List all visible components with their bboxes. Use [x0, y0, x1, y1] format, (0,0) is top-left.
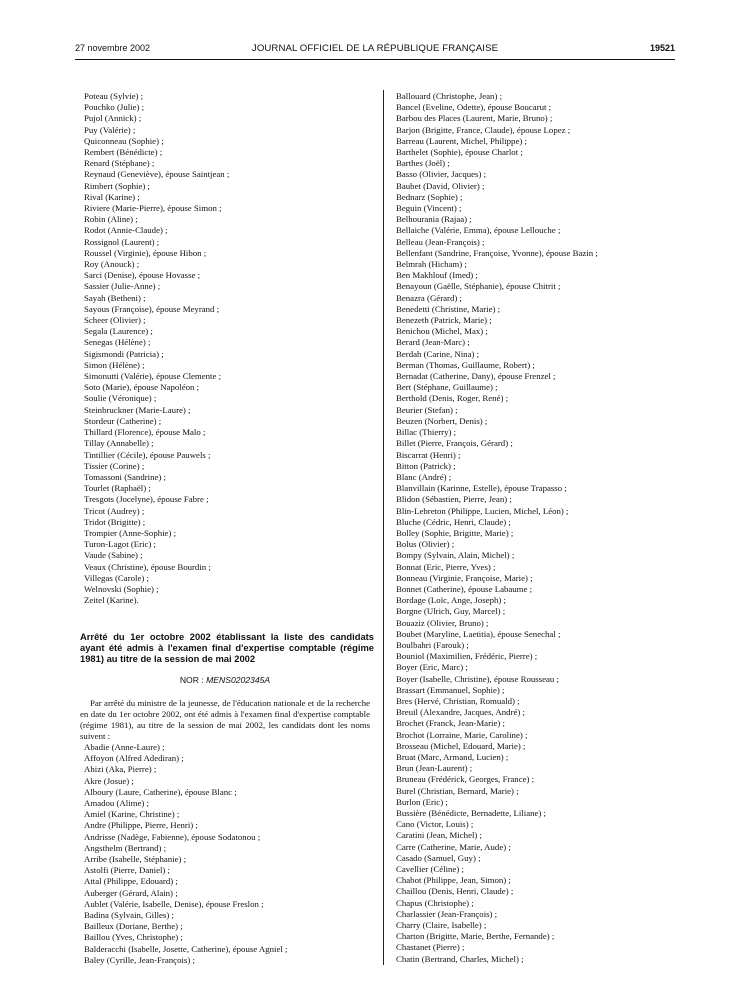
list-item: Bordage (Loïc, Ange, Joseph) ;	[396, 595, 506, 606]
list-item: Quiconneau (Sophie) ;	[84, 135, 164, 146]
list-item: Bluche (Cédric, Henri, Claude) ;	[396, 516, 511, 527]
right-column	[392, 91, 682, 965]
list-item: Thillard (Florence), épouse Malo ;	[84, 427, 206, 438]
list-item: Zeitel (Karine).	[84, 595, 139, 606]
admitted-candidates-list	[80, 742, 370, 966]
list-item: Belmrah (Hicham) ;	[396, 259, 467, 270]
list-item: Bouniol (Maximilien, Frédéric, Pierre) ;	[396, 651, 538, 662]
list-item: Barbou des Places (Laurent, Marie, Bruno) ;	[396, 113, 553, 124]
list-item: Villegas (Carole) ;	[84, 572, 149, 583]
list-item: Akre (Josue) ;	[84, 775, 134, 786]
list-item: Tresgots (Jocelyne), épouse Fabre ;	[84, 494, 209, 505]
list-item: Benichou (Michel, Max) ;	[396, 326, 488, 337]
list-item: Rembert (Bénédicte) ;	[84, 147, 163, 158]
nor-label: NOR :	[179, 674, 204, 685]
list-item: Aublet (Valérie, Isabelle, Denise), épouse Freslon ;	[84, 898, 264, 909]
header-date: 27 novembre 2002	[75, 43, 151, 53]
list-item: Bres (Hervé, Christian, Romuald) ;	[396, 695, 520, 706]
list-item: Puy (Valérie) ;	[84, 124, 136, 135]
list-item: Reynaud (Geneviève), épouse Saintjean ;	[84, 169, 230, 180]
list-item: Affoyon (Alfred Adediran) ;	[84, 753, 184, 764]
list-item: Blanvillain (Karinne, Estelle), épouse Trapasso ;	[396, 483, 567, 494]
list-item: Stordeur (Catherine) ;	[84, 415, 162, 426]
list-item: Baillou (Yves, Christophe) ;	[84, 932, 183, 943]
list-item: Billac (Thierry) ;	[396, 427, 457, 438]
list-item: Bompy (Sylvain, Alain, Michel) ;	[396, 550, 515, 561]
list-item: Steinbruckner (Marie-Laure) ;	[84, 404, 191, 415]
list-item: Bitton (Patrick) ;	[396, 460, 456, 471]
list-item: Soto (Marie), épouse Napoléon ;	[84, 382, 200, 393]
list-item: Bolley (Sophie, Brigitte, Marie) ;	[396, 527, 514, 538]
list-item: Charton (Brigitte, Marie, Berthe, Fernande) ;	[396, 931, 555, 942]
nor-reference	[80, 675, 370, 686]
list-item: Tissier (Corine) ;	[84, 460, 145, 471]
list-item: Berdah (Carine, Nina) ;	[396, 348, 480, 359]
list-item: Ballouard (Christophe, Jean) ;	[396, 91, 503, 101]
list-item: Scheer (Olivier) ;	[84, 315, 146, 326]
list-item: Charry (Claire, Isabelle) ;	[396, 920, 487, 931]
list-item: Balderacchi (Isabelle, Josette, Catherine), épouse Agniel ;	[84, 943, 288, 954]
list-item: Andre (Philippe, Pierre, Henri) ;	[84, 820, 198, 831]
list-item: Bouaziz (Olivier, Bruno) ;	[396, 617, 489, 628]
list-item: Berman (Thomas, Guillaume, Robert) ;	[396, 359, 535, 370]
list-item: Bellaiche (Valérie, Emma), épouse Lellouche ;	[396, 225, 561, 236]
list-item: Burel (Christian, Bernard, Marie) ;	[396, 785, 519, 796]
list-item: Caratini (Jean, Michel) ;	[396, 830, 482, 841]
list-item: Tridot (Brigitte) ;	[84, 516, 146, 527]
list-item: Bernadat (Catherine, Dany), épouse Frenzel ;	[396, 371, 556, 382]
admitted-candidates-list-continued	[392, 91, 682, 965]
list-item: Biscarrat (Henri) ;	[396, 449, 461, 460]
list-item: Bonnet (Catherine), épouse Labaume ;	[396, 583, 533, 594]
list-item: Trompier (Anne-Sophie) ;	[84, 527, 177, 538]
list-item: Sayous (Françoise), épouse Meyrand ;	[84, 303, 220, 314]
list-item: Bert (Stéphane, Guillaume) ;	[396, 382, 498, 393]
list-item: Segala (Laurence) ;	[84, 326, 153, 337]
list-item: Brosseau (Michel, Edouard, Marie) ;	[396, 740, 526, 751]
list-item: Brochet (Franck, Jean-Marie) ;	[396, 718, 505, 729]
list-item: Chaillou (Denis, Henri, Claude) ;	[396, 886, 514, 897]
name-list-continued	[80, 91, 370, 606]
list-item: Andrisse (Nadège, Fabienne), épouse Sodatonou ;	[84, 831, 261, 842]
list-item: Tillay (Annabelle) ;	[84, 438, 154, 449]
list-item: Cano (Victor, Louis) ;	[396, 819, 474, 830]
list-item: Veaux (Christine), épouse Bourdin ;	[84, 561, 211, 572]
list-item: Baubet (David, Olivier) ;	[396, 180, 485, 191]
list-item: Bednarz (Sophie) ;	[396, 191, 463, 202]
list-item: Barreau (Laurent, Michel, Philippe) ;	[396, 135, 527, 146]
list-item: Rimbert (Sophie) ;	[84, 180, 150, 191]
list-item: Brochot (Lorraine, Marie, Caroline) ;	[396, 729, 528, 740]
list-item: Arribe (Isabelle, Stéphanie) ;	[84, 853, 187, 864]
list-item: Benezeth (Patrick, Marie) ;	[396, 315, 492, 326]
list-item: Beuzen (Norbert, Denis) ;	[396, 415, 488, 426]
list-item: Sarci (Denise), épouse Hovasse ;	[84, 270, 201, 281]
list-item: Casado (Samuel, Guy) ;	[396, 852, 481, 863]
list-item: Roussel (Virginie), épouse Hibon ;	[84, 247, 207, 258]
list-item: Bruat (Marc, Armand, Lucien) ;	[396, 751, 509, 762]
list-item: Barjon (Brigitte, France, Claude), épouse Lopez ;	[396, 124, 571, 135]
list-item: Rival (Karine) ;	[84, 191, 140, 202]
list-item: Barthes (Joël) ;	[396, 158, 450, 169]
page-header	[75, 43, 675, 57]
list-item: Tourlet (Raphaël) ;	[84, 483, 151, 494]
list-item: Benedetti (Christine, Marie) ;	[396, 303, 501, 314]
list-item: Boulbahri (Farouk) ;	[396, 639, 469, 650]
list-item: Chatin (Bertrand, Charles, Michel) ;	[396, 953, 524, 964]
list-item: Pouchko (Julie) ;	[84, 102, 145, 113]
list-item: Borgne (Ulrich, Guy, Marcel) ;	[396, 606, 506, 617]
list-item: Auberger (Gérard, Alain) ;	[84, 887, 178, 898]
list-item: Sassier (Julie-Anne) ;	[84, 281, 161, 292]
list-item: Ben Makhlouf (Imed) ;	[396, 270, 478, 281]
list-item: Rossignol (Laurent) ;	[84, 236, 160, 247]
list-item: Beguin (Vincent) ;	[396, 203, 462, 214]
list-item: Berard (Jean-Marc) ;	[396, 337, 470, 348]
list-item: Billet (Pierre, François, Gérard) ;	[396, 438, 513, 449]
list-item: Chapus (Christophe) ;	[396, 897, 474, 908]
list-item: Bruneau (Frédérick, Georges, France) ;	[396, 774, 535, 785]
column-divider	[383, 90, 384, 965]
list-item: Brassart (Emmanuel, Sophie) ;	[396, 684, 505, 695]
list-item: Vaude (Sabine) ;	[84, 550, 143, 561]
list-item: Poteau (Sylvie) ;	[84, 91, 144, 101]
list-item: Pujol (Annick) ;	[84, 113, 142, 124]
list-item: Ahizi (Aka, Pierre) ;	[84, 764, 157, 775]
list-item: Senegas (Hélène) ;	[84, 337, 151, 348]
list-item: Basso (Olivier, Jacques) ;	[396, 169, 487, 180]
list-item: Blin-Lebreton (Philippe, Lucien, Michel, Léon) ;	[396, 505, 569, 516]
list-item: Welnovski (Sophie) ;	[84, 583, 159, 594]
list-item: Benayoun (Gaëlle, Stéphanie), épouse Chitrit ;	[396, 281, 561, 292]
list-item: Charlassier (Jean-François) ;	[396, 908, 498, 919]
list-item: Breuil (Alexandre, Jacques, André) ;	[396, 707, 525, 718]
list-item: Roy (Anouck) ;	[84, 259, 140, 270]
list-item: Rodot (Annie-Claude) ;	[84, 225, 168, 236]
list-item: Carre (Catherine, Marie, Aude) ;	[396, 841, 511, 852]
list-item: Tintillier (Cécile), épouse Pauwels ;	[84, 449, 211, 460]
list-item: Blanc (André) ;	[396, 471, 452, 482]
list-item: Berthold (Denis, Roger, René) ;	[396, 393, 509, 404]
list-item: Blidon (Sébastien, Pierre, Jean) ;	[396, 494, 512, 505]
list-item: Astolfi (Pierre, Daniel) ;	[84, 865, 170, 876]
list-item: Sigismondi (Patricia) ;	[84, 348, 164, 359]
list-item: Benazra (Gérard) ;	[396, 292, 462, 303]
list-item: Barthelet (Sophie), épouse Charlot ;	[396, 147, 523, 158]
list-item: Belleau (Jean-François) ;	[396, 236, 485, 247]
list-item: Chabot (Philippe, Jean, Simon) ;	[396, 875, 511, 886]
list-item: Tomassoni (Sandrine) ;	[84, 471, 166, 482]
list-item: Robin (Aline) ;	[84, 214, 138, 225]
list-item: Alboury (Laure, Catherine), épouse Blanc ;	[84, 786, 237, 797]
list-item: Bancel (Eveline, Odette), épouse Boucarut ;	[396, 102, 552, 113]
list-item: Bolus (Olivier) ;	[396, 539, 455, 550]
list-item: Angsthelm (Bertrand) ;	[84, 842, 167, 853]
list-item: Bussière (Bénédicte, Bernadette, Liliane) ;	[396, 808, 546, 818]
list-item: Belhourania (Rajaa) ;	[396, 214, 472, 225]
list-item: Sayah (Betheni) ;	[84, 292, 146, 303]
list-item: Soulie (Véronique) ;	[84, 393, 157, 404]
header-rule	[75, 59, 675, 60]
list-item: Bonneau (Virginie, Françoise, Marie) ;	[396, 572, 533, 583]
list-item: Simon (Hélène) ;	[84, 359, 145, 370]
list-item: Badina (Sylvain, Gilles) ;	[84, 909, 174, 920]
list-item: Boubet (Maryline, Laetitia), épouse Senechal ;	[396, 628, 561, 639]
decree-heading: Arrêté du 1er octobre 2002 établissant la liste des candidats ayant été admis à l'examen final d'expertise comptable (régime 1981) au titre de la session de mai 2002	[80, 631, 374, 664]
left-column	[80, 91, 374, 966]
list-item: Boyer (Eric, Marc) ;	[396, 662, 468, 673]
list-item: Brun (Jean-Laurent) ;	[396, 763, 473, 774]
list-item: Baley (Cyrille, Jean-François) ;	[84, 954, 195, 965]
list-item: Abadie (Anne-Laure) ;	[84, 741, 165, 752]
list-item: Turon-Lagot (Eric) ;	[84, 539, 156, 550]
nor-value: MENS0202345A	[206, 674, 271, 685]
list-item: Cavellier (Céline) ;	[396, 864, 464, 875]
journal-title: JOURNAL OFFICIEL DE LA RÉPUBLIQUE FRANÇAISE	[251, 43, 499, 54]
list-item: Bellenfant (Sandrine, Françoise, Yvonne), épouse Bazin ;	[396, 247, 598, 258]
list-item: Renard (Stéphane) ;	[84, 158, 155, 169]
list-item: Tricot (Audrey) ;	[84, 505, 145, 516]
list-item: Bonnat (Eric, Pierre, Yves) ;	[396, 561, 496, 572]
list-item: Beurier (Stefan) ;	[396, 404, 458, 415]
list-item: Burlon (Eric) ;	[396, 796, 448, 807]
page-number: 19521	[649, 43, 675, 53]
list-item: Simonutti (Valérie), épouse Clemente ;	[84, 371, 222, 382]
decree-intro: Par arrêté du ministre de la jeunesse, de l'éducation nationale et de la recherche en date du 1er octobre 2002, ont été admis à l'examen final d'expertise comptable (régime 1981), au titre de la session de mai 2002, les candidats dont les noms suivent :	[80, 697, 370, 741]
list-item: Attal (Philippe, Edouard) ;	[84, 876, 178, 887]
list-item: Amiel (Karine, Christine) ;	[84, 809, 180, 820]
list-item: Boyer (Isabelle, Christine), épouse Rousseau ;	[396, 673, 559, 684]
list-item: Bailleux (Doriane, Berthe) ;	[84, 921, 183, 932]
list-item: Riviere (Marie-Pierre), épouse Simon ;	[84, 203, 222, 214]
list-item: Amadou (Alime) ;	[84, 797, 149, 808]
list-item: Chastanet (Pierre) ;	[396, 942, 465, 953]
